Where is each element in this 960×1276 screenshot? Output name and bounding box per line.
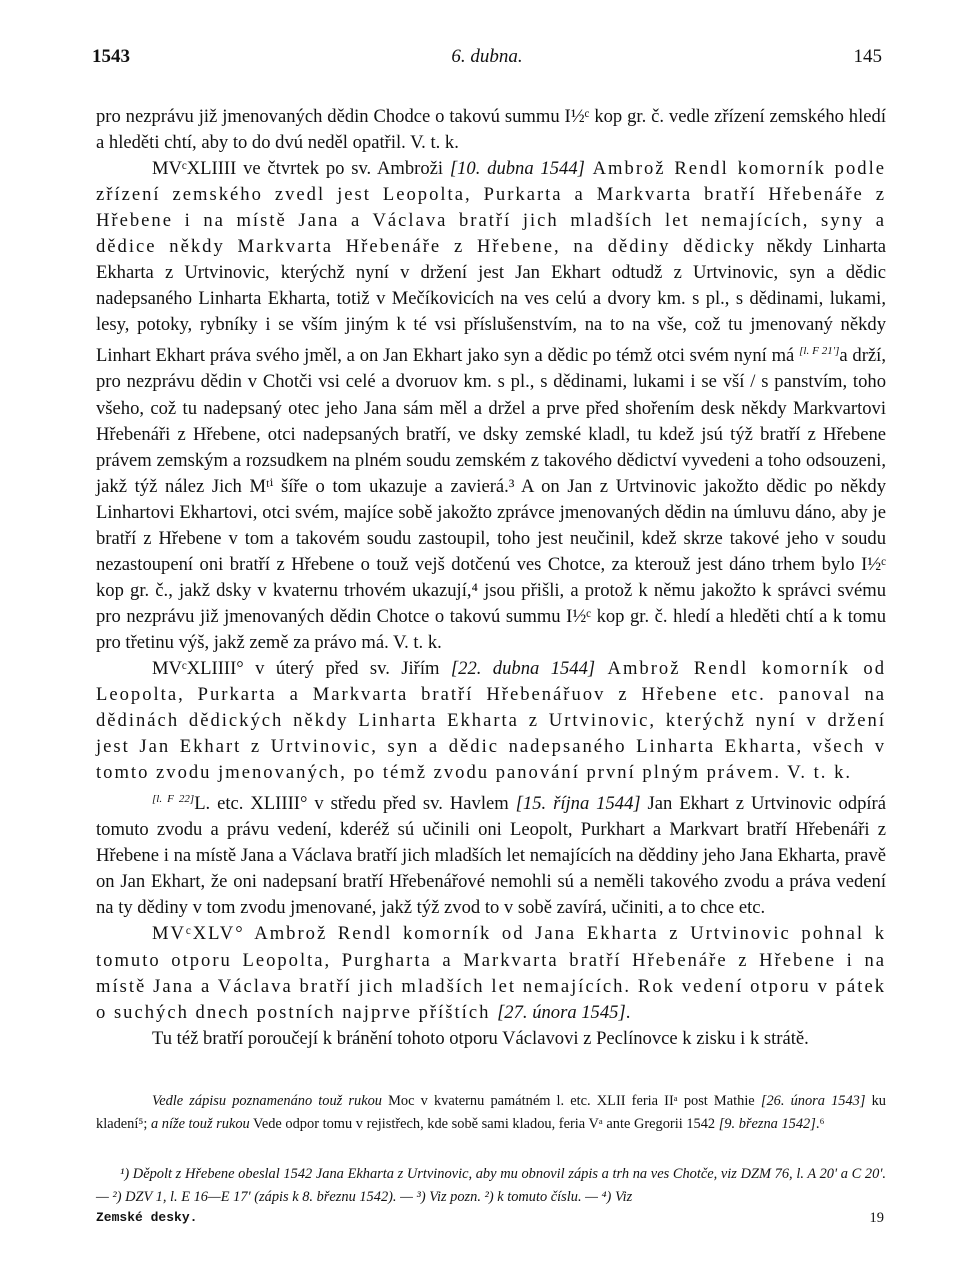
paragraph-2-text: Ambrož Rendl komorník podle zřízení zemského zvedl jest Leopolta, Purkarta a Markvarta bratří Hřebenáře z Hřebene i na místě Jana a Václava bratří jich mladších let nemajících, syny a dědice někdy Markvarta Hřebenáře z Hřebene, [96,158,886,258]
paragraph-4 [96,786,886,921]
paragraph-6: Tu též bratří poroučejí k bránění tohoto otporu Václavovi z Peclínovce k zisku i k strátě. [152,1027,809,1049]
paragraph-3-intro: MVᶜXLIIII° v úterý před sv. Jiřím [152,657,451,679]
page-footer [96,1210,884,1234]
main-text [96,104,886,1052]
paragraph-2-rest: a drží, pro nezprávu dědin v Chotči vsi celé a dvoruov km. s pl., s dědinami, lukami i se vší / s panstvím, toho všeho, což tu nadepsaný otec jeho Jana sám měl a držel a prve před shořením desk někdy Markvartovi Hřebenáři z Hřebene, otci nadepsaných bratří, ve dsky zemské kladl, tu kdež jsú týž bratří z Hřebene právem zemským a rozsudkem na plném soudu zemském z takového dědictví vyvedeni a toho odsouzeni, jakž týž nález Jich Mᵗⁱ šíře o tom ukazuje a zavierá.³ A on Jan z Urtvinovic jakožto dědic po někdy Linhartovi Ekhartovi, otci svém, majíce sobě jakožto zprávce jmenovaných dědin na úmluvu dáno, aby je bratří z Hřebene v tom a takovém soudu zastoupil, toho jest neučinil, kdež skrze takové jeho v soudu nezastoupení oni bratří z Hřebene o touž vejš dotčenú ves Chotce, za kterouž jest dáno trhem bylo I½ᶜ kop gr. č., jakž dsky v kvaternu trhovém ukazují,⁴ jsou přišli, a protož k němu jakožto k správci svému pro nezprávu již jmenovaných dědin Chotce o takovú summu I½ᶜ kop gr. č. hledí a hleděti chtí a k tomu pro třetinu výš, jakž země za právo má. V. t. k. [96,345,886,653]
paragraph-3 [96,656,886,786]
note-part-a: Moc v kvaternu památném l. etc. XLII feria IIᵃ post Mathie [382,1093,761,1109]
header-date: 6. dubna. [451,46,523,67]
paragraph-5-text: MVᶜXLV° Ambrož Rendl komorník od Jana Ekharta z Urtvinovic pohnal k tomuto otporu Leopolta, Purgharta a Markvarta bratří Hřebenáře z Hřebene i na místě Jana a Václava bratří jich mladších let nemajících. Rok vedení otporu v pátek o suchých dnech postních najprve příštích [96,923,886,1023]
paragraph-3-text: Ambrož Rendl komorník od Leopolta, Purkarta a Markvarta bratří Hřebenářuov z Hřebene etc. panoval na dědinách dědických někdy Linharta Ekharta z Urtvinovic, kterýchž nyní v držení jest Jan Ekhart z Urtvinovic, syn a dědic nadepsaného Linharta Ekharta, všech v tomto zvodu jmenovaných, po témž zvodu panování první plným právem. V. t. k. [96,657,887,784]
paragraph-2-continued: někdy Linharta Ekharta z Urtvinovic, kterýchž nyní v držení jest Jan Ekhart odtudž z Urtvinovic, syn a dědic nadepsaného Linharta Ekharta, totiž v Mečíkovicích na ves celú a dvory km. s pl., s dědinami, lukami, lesy, potoky, rybníky i se vším jiným k té vsi příslušenstvím, na to na vše, což tu jmenovaný někdy Linhart Ekhart práva svého jměl, a on Jan Ekhart jako syn a dědic po témž otci svém nyní má [96,236,887,367]
header-page-number: 145 [853,46,882,67]
paragraph-2-emphasis: na dědiny dědicky [573,236,757,258]
paragraph-5 [96,921,886,1025]
note-part-d: .⁶ [815,1115,825,1132]
note-italic-1: Vedle zápisu poznamenáno touž rukou [152,1093,382,1109]
footer-signature: Zemské desky. [96,1210,198,1225]
footer-sheet-number: 19 [869,1210,884,1226]
paragraph-5-date: [27. února 1545] [497,1001,626,1023]
note-italic-2: [26. února 1543] [760,1093,866,1109]
paragraph-2-intro: MVᶜXLIIII ve čtvrtek po sv. Ambroži [152,158,450,180]
note-italic-3: a níže touž rukou [150,1115,250,1132]
note-part-b: ku kladení⁵; [96,1093,886,1132]
note-part-c: Vede odpor tomu v rejistřech, kde sobě sami kladou, feria Vᵃ ante Gregorii 1542 [249,1115,719,1132]
paragraph-2-date: [10. dubna 1544] [449,158,585,180]
paragraph-3-date: [22. dubna 1544] [450,657,596,679]
page-header [92,46,882,76]
paragraph-4-intro: L. etc. XLIIII° v středu před sv. Havlem [194,793,516,815]
folio-marker-f22: [l. F 22] [152,793,195,806]
note-italic-4: [9. března 1542] [718,1115,816,1132]
footnotes [96,1163,886,1209]
folio-marker-f21: [l. F 21'] [799,345,840,358]
paragraph-2 [96,156,886,656]
footnotes-text: ¹) Děpolt z Hřebene obeslal 1542 Jana Ekharta z Urtvinovic, aby mu obnovil zápis a trh na ves Chotče, viz DZM 76, l. A 20' a C 20'. — ²) DZV 1, l. E 16—E 17' (zápis k 8. březnu 1542). — ³) Viz pozn. ²) k tomuto číslu. — ⁴) Viz [96,1166,886,1205]
paragraph-1: pro nezprávu již jmenovaných dědin Chodce o takovú summu I½ᶜ kop gr. č. vedle zřízení zemského hledí a hleděti chtí, aby to do dvú neděl opatřil. V. t. k. [96,106,886,154]
paragraph-4-date: [15. října 1544] [515,793,641,815]
paragraph-5-end: . [625,1001,631,1023]
paragraph-4-text: Jan Ekhart z Urtvinovic odpírá tomuto zvodu a právu vedení, kderéž sú učinili oni Leopolt, Purkhart a Markvart bratří Hřebenáři z Hřebene i na místě Jana a Václava bratří jich mladších let nemajících na děddiny jeho Jana Ekharta, pravě on Jan Ekhart, že oni nadepsaní bratří Hřebenářové nemohli sú a neměli takového zvodu a práva vedení na ty dědiny v tom zvodu jmenované, jakž týž zvod to v sobě zavírá, učiniti, a to chce etc. [96,793,886,919]
editorial-note-text [96,1090,886,1135]
editorial-note [96,1090,886,1135]
header-year: 1543 [92,46,130,67]
